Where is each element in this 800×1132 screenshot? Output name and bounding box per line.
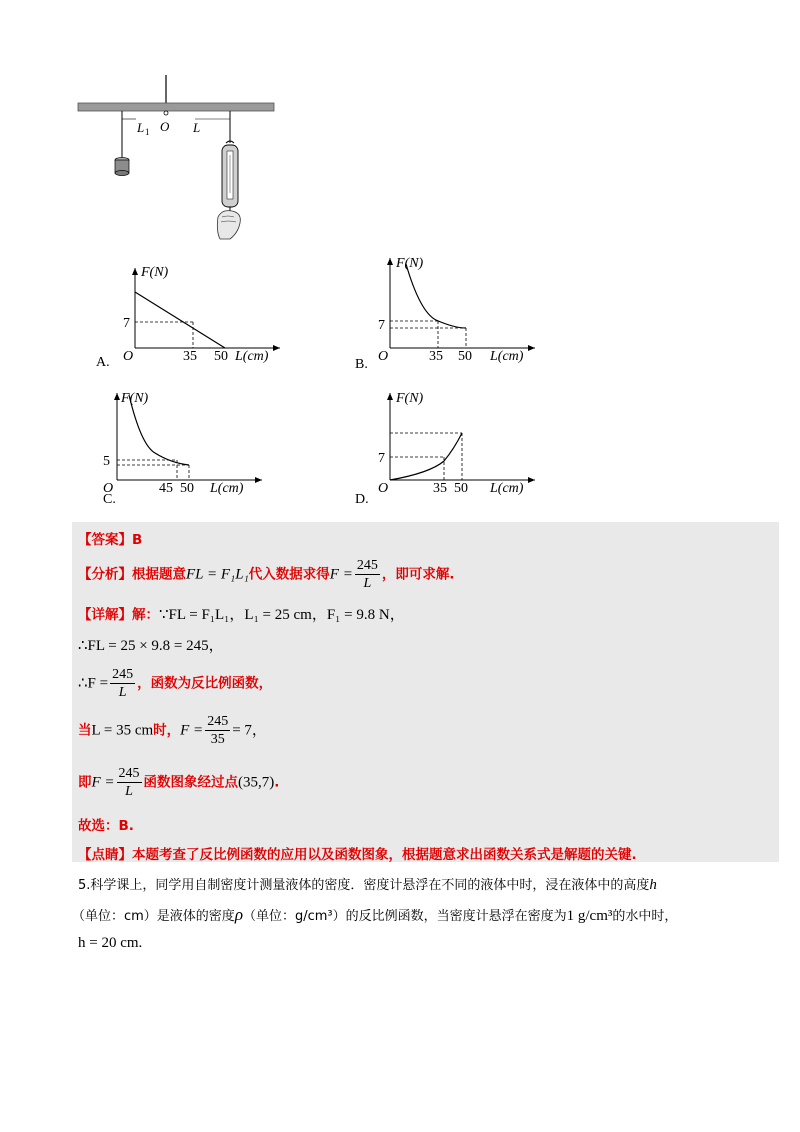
option-b-ytick: 7 <box>378 318 385 333</box>
option-d-origin: O <box>378 481 389 496</box>
choice-line <box>78 814 134 834</box>
comment-text: 本题考查了反比例函数的应用以及函数图象，根据题意求出函数关系式是解题的关键. <box>132 847 637 863</box>
detail-line5-end: . <box>274 774 280 791</box>
analysis-line <box>78 557 454 592</box>
option-c-ytick: 5 <box>103 454 110 469</box>
detail-line-5 <box>78 765 279 800</box>
option-b-xlabel: L(cm) <box>490 349 524 364</box>
detail-line4-pre: 当 <box>78 722 92 739</box>
option-c-graph <box>97 385 267 500</box>
detail-line4-fraction: $\frac{245}{35}$ <box>207 714 229 747</box>
detail-line4-math1: L = 35 cm <box>91 722 154 739</box>
question5-line3: h = 20 cm. <box>78 935 143 951</box>
analysis-F-eq: F = <box>329 566 353 583</box>
question5-var-h: h <box>649 877 657 893</box>
svg-text:O: O <box>160 119 170 134</box>
option-a-xtick-35: 35 <box>183 349 197 364</box>
detail-line5-math: F = <box>91 774 115 791</box>
detail-line-1 <box>78 603 405 624</box>
detail-line5-pre: 即 <box>78 774 92 791</box>
comment-tag: 【点睛】 <box>78 847 132 863</box>
option-a-origin: O <box>123 349 134 364</box>
option-a-graph <box>115 260 285 365</box>
spring-scale-icon <box>222 141 238 213</box>
detail-line-2 <box>78 634 224 655</box>
option-d-ytick: 7 <box>378 451 385 466</box>
option-d-series-curve <box>390 433 462 480</box>
analysis-mid: 代入数据求得 <box>248 566 330 583</box>
analysis-pre: 根据题意 <box>132 566 186 583</box>
detail-line5-mid: 函数图象经过点 <box>143 774 239 791</box>
option-a-ylabel: F(N) <box>141 265 169 280</box>
option-c-origin: O <box>103 481 114 496</box>
option-b-xtick-35: 35 <box>429 349 443 364</box>
choice-text: 故选：B. <box>78 818 134 834</box>
detail-line-3 <box>78 666 272 701</box>
option-c-letter: C. <box>103 492 116 507</box>
detail-line2-math: ∴FL = 25 × 9.8 = 245， <box>78 638 224 654</box>
weight-icon <box>115 158 129 176</box>
answer-value: B <box>132 532 143 548</box>
question5-density-value: 1 g/cm³ <box>566 908 613 924</box>
answer-line <box>78 528 142 548</box>
option-b-letter: B. <box>355 357 368 372</box>
detail-tag: 【详解】 <box>78 607 132 623</box>
detail-line5-point: (35,7) <box>238 774 275 791</box>
option-a-ytick: 7 <box>123 316 130 331</box>
option-d-xlabel: L(cm) <box>490 481 524 496</box>
lever-bar <box>78 103 274 111</box>
option-d-xtick-50: 50 <box>454 481 468 496</box>
option-d-letter: D. <box>355 492 369 507</box>
svg-text:L: L <box>193 120 201 135</box>
detail-line1-math: ∵FL = F₁L₁，L₁ = 25 cm，F₁ = 9.8 N， <box>159 607 405 623</box>
option-c-xtick-50: 50 <box>180 481 194 496</box>
option-a-xtick-50: 50 <box>214 349 228 364</box>
option-b-origin: O <box>378 349 389 364</box>
option-b-series-curve <box>406 264 466 328</box>
option-b-xtick-50: 50 <box>458 349 472 364</box>
question5-line1: 5.科学课上，同学用自制密度计测量液体的密度．密度计悬浮在不同的液体中时，浸在液体中的高度h <box>78 877 657 893</box>
detail-line-4 <box>78 713 267 748</box>
analysis-tag: 【分析】 <box>78 566 132 583</box>
option-c-xtick-45: 45 <box>159 481 173 496</box>
analysis-equation: FL = F₁L₁ <box>186 566 249 583</box>
analysis-fraction: $\frac{245}{L}$ <box>356 558 378 591</box>
detail-line3-post: ，函数为反比例函数， <box>137 675 273 692</box>
option-d-graph <box>370 385 540 500</box>
option-c-ylabel: F(N) <box>121 391 149 406</box>
detail-line4-mid: 时， <box>153 722 181 739</box>
comment-line <box>78 843 637 863</box>
hand-icon <box>217 211 240 239</box>
question5-var-rho: ρ <box>234 905 243 924</box>
option-d-xtick-35: 35 <box>433 481 447 496</box>
option-a-series-line <box>135 292 225 348</box>
detail-line5-fraction: $\frac{245}{L}$ <box>118 766 140 799</box>
detail-line4-math2: F = <box>180 722 204 739</box>
option-b-graph <box>370 250 540 365</box>
detail-line3-fraction: $\frac{245}{L}$ <box>112 667 134 700</box>
svg-text:1: 1 <box>145 127 150 137</box>
option-c-xlabel: L(cm) <box>210 481 244 496</box>
svg-text:L: L <box>137 120 145 135</box>
analysis-post: ，即可求解. <box>381 566 455 583</box>
option-b-ylabel: F(N) <box>396 256 424 271</box>
option-a-letter: A. <box>96 355 110 370</box>
detail-line4-post: = 7， <box>232 722 267 739</box>
option-a-xlabel: L(cm) <box>235 349 269 364</box>
option-d-ylabel: F(N) <box>396 391 424 406</box>
question5-line2: （单位：cm）是液体的密度ρ（单位：g/cm³）的反比例函数，当密度计悬浮在密度为1 g/cm³的水中时， <box>72 905 678 924</box>
detail-intro: 解： <box>132 607 159 623</box>
detail-line3-pre: ∴F = <box>78 675 109 692</box>
lever-apparatus-figure <box>70 75 290 240</box>
answer-tag: 【答案】 <box>78 532 132 548</box>
